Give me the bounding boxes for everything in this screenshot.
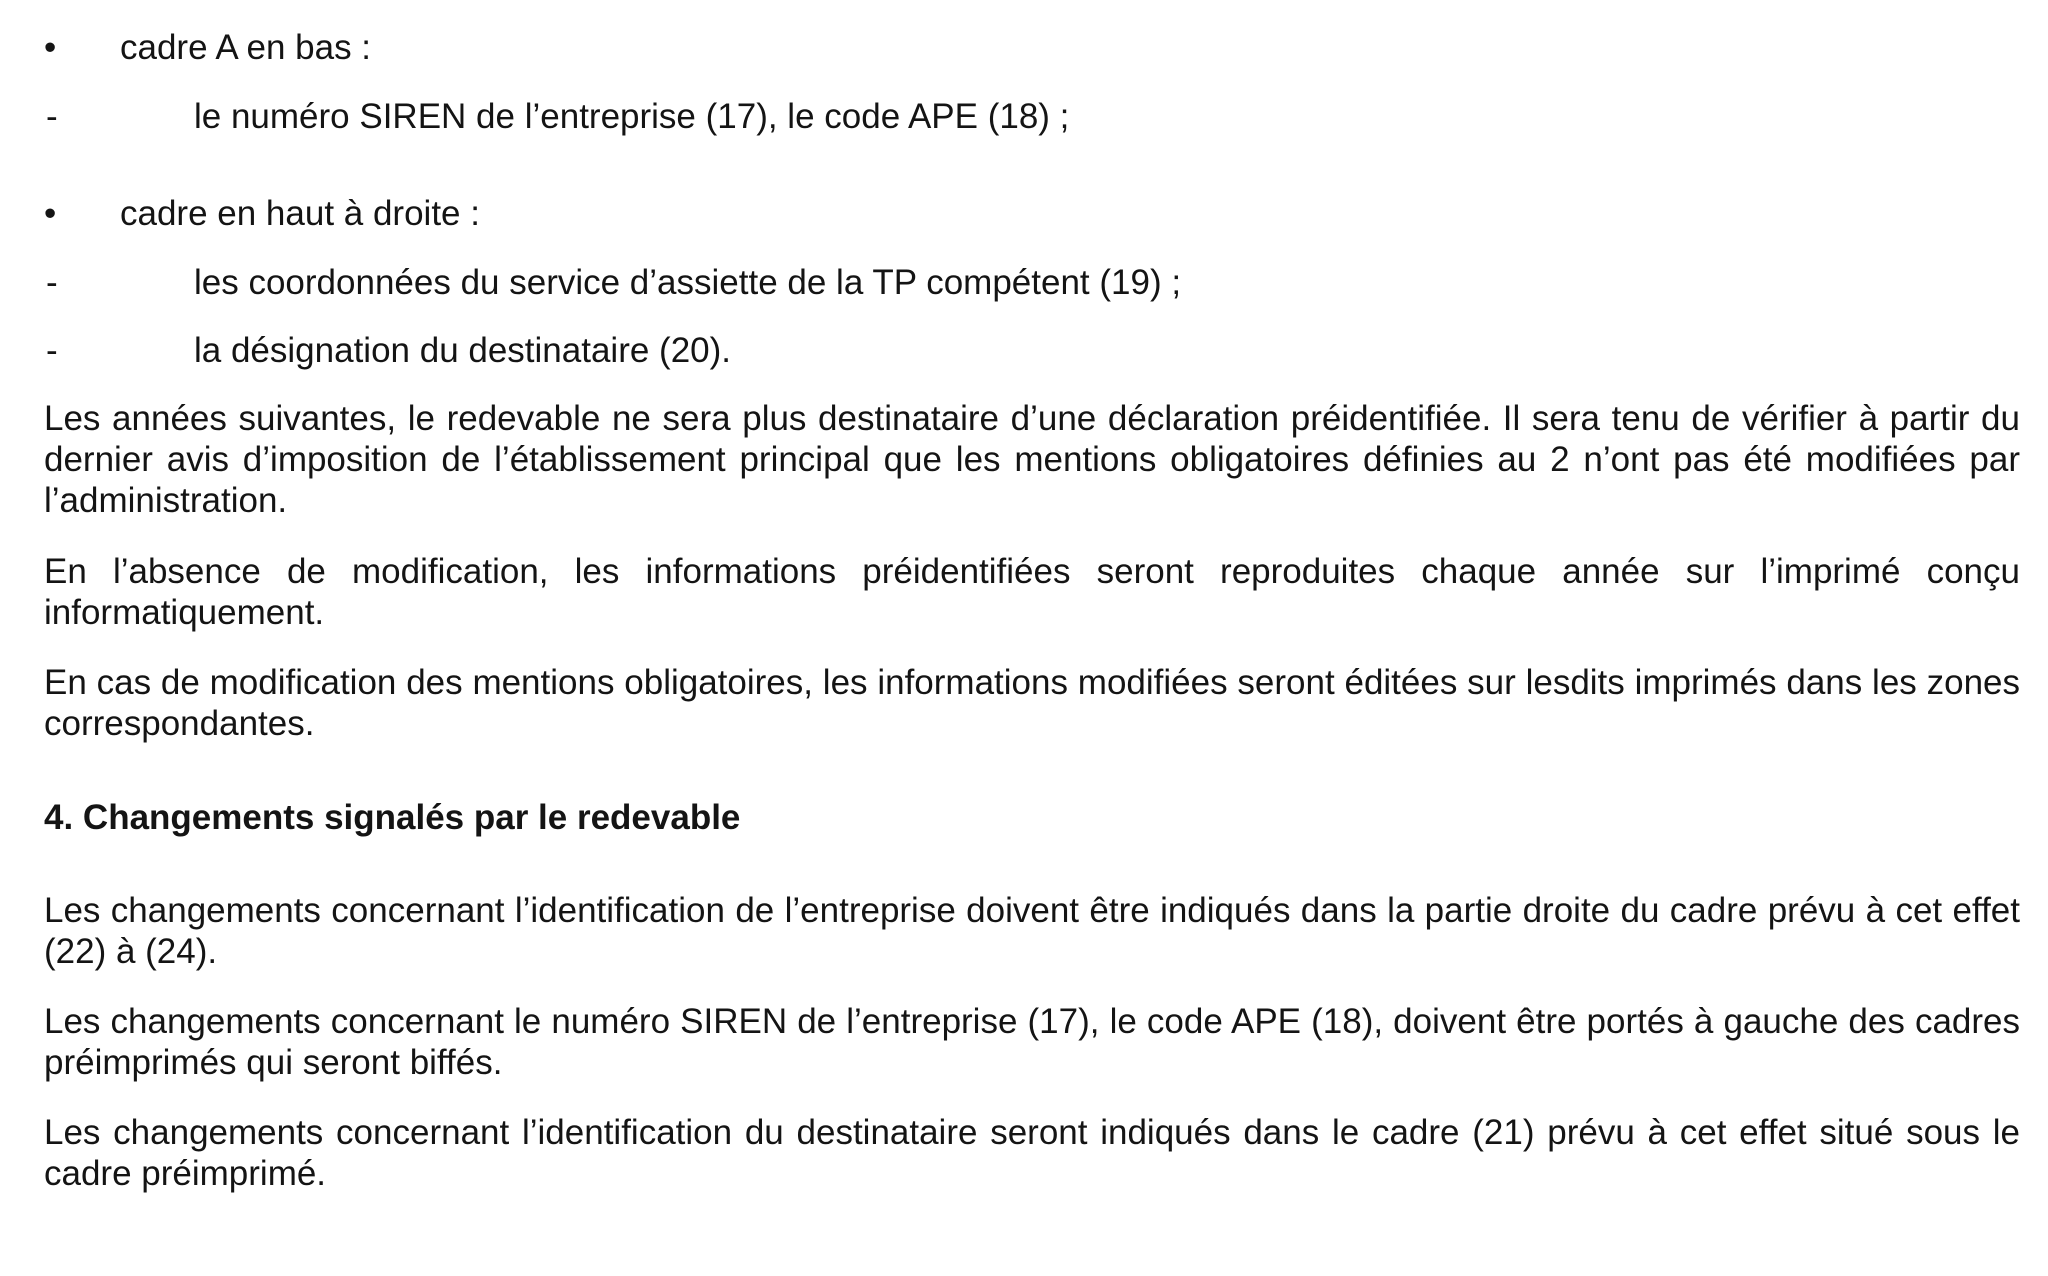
bullet-marker: • <box>44 28 57 67</box>
paragraph: Les changements concernant l’identification de l’entreprise doivent être indiqués dans la partie droite du cadre prévu à cet effet (22) à (24). <box>44 891 2020 971</box>
paragraph: Les changements concernant le numéro SIREN de l’entreprise (17), le code APE (18), doivent être portés à gauche des cadres préimprimés qui seront biffés. <box>44 1002 2020 1082</box>
paragraph: En l’absence de modification, les informations préidentifiées seront reproduites chaque année sur l’imprimé conçu informatiquement. <box>44 552 2020 632</box>
paragraph: Les changements concernant l’identification du destinataire seront indiqués dans le cadre (21) prévu à cet effet situé sous le cadre préimprimé. <box>44 1113 2020 1193</box>
paragraph: Les années suivantes, le redevable ne sera plus destinataire d’une déclaration préidentifiée. Il sera tenu de vérifier à partir du dernier avis d’imposition de l’établissement principal que les mentions obligatoires définies au 2 n’ont pas été modifiées par l’administration. <box>44 399 2020 520</box>
dash-item-text: la désignation du destinataire (20). <box>194 331 732 370</box>
bullet-label: cadre A en bas : <box>120 28 372 67</box>
bullet-item-cadre-a <box>44 27 2020 68</box>
dash-item-text: le numéro SIREN de l’entreprise (17), le code APE (18) ; <box>194 97 1070 136</box>
dash-item <box>44 330 2020 371</box>
document-page <box>44 0 2020 1276</box>
dash-marker: - <box>46 97 58 136</box>
bullet-item-cadre-haut-droite <box>44 193 2020 234</box>
dash-item <box>44 96 2020 137</box>
dash-item <box>44 262 2020 303</box>
section-heading: 4. Changements signalés par le redevable <box>44 798 741 837</box>
dash-marker: - <box>46 263 58 302</box>
paragraph: En cas de modification des mentions obligatoires, les informations modifiées seront éditées sur lesdits imprimés dans les zones correspondantes. <box>44 663 2020 743</box>
dash-item-text: les coordonnées du service d’assiette de la TP compétent (19) ; <box>194 263 1182 302</box>
bullet-marker: • <box>44 194 57 233</box>
bullet-label: cadre en haut à droite : <box>120 194 480 233</box>
dash-marker: - <box>46 331 58 370</box>
